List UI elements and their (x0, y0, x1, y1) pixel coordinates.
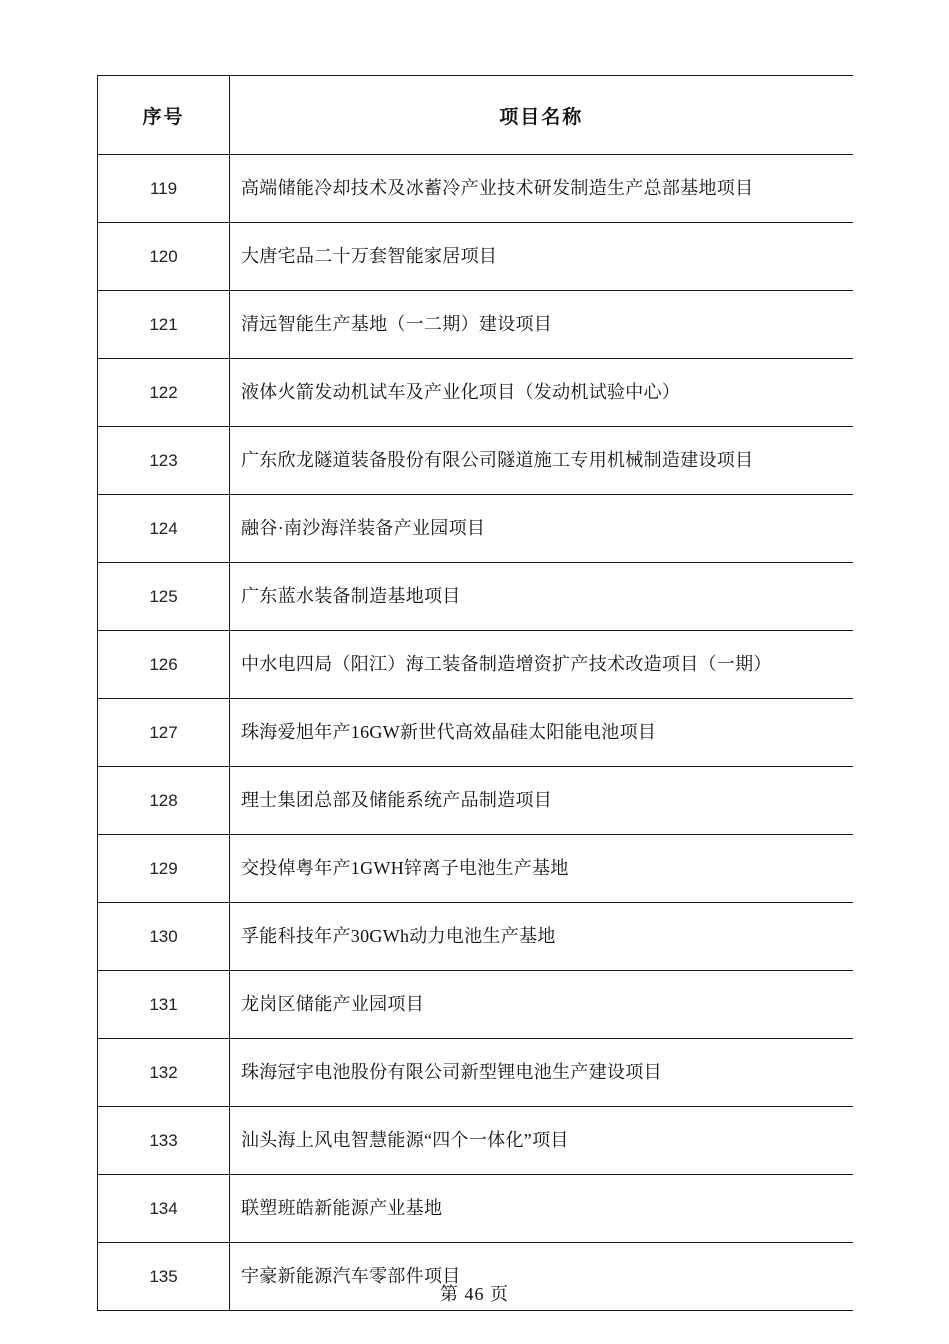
table-body (98, 155, 853, 1311)
table-row (98, 903, 853, 971)
table-row (98, 155, 853, 223)
table-row (98, 699, 853, 767)
cell-project-name (230, 767, 853, 835)
cell-project-name (230, 971, 853, 1039)
row-project-name-value: 广东蓝水装备制造基地项目 (241, 586, 461, 607)
cell-index (98, 359, 230, 427)
cell-index (98, 1175, 230, 1243)
row-index-value: 124 (149, 518, 178, 538)
cell-index (98, 1107, 230, 1175)
row-project-name-value: 龙岗区储能产业园项目 (241, 994, 424, 1015)
cell-index (98, 495, 230, 563)
table-row (98, 291, 853, 359)
row-index-value: 126 (149, 654, 178, 674)
row-project-name-value: 珠海冠宇电池股份有限公司新型锂电池生产建设项目 (241, 1062, 662, 1083)
row-project-name-value: 大唐宅品二十万套智能家居项目 (241, 246, 498, 267)
row-index-value: 135 (149, 1266, 178, 1286)
table-row (98, 223, 853, 291)
row-index-value: 134 (149, 1198, 178, 1218)
table-row (98, 563, 853, 631)
column-header-project-name (230, 76, 853, 155)
table-row (98, 1175, 853, 1243)
row-project-name-value: 清远智能生产基地（一二期）建设项目 (241, 314, 553, 335)
cell-project-name (230, 1107, 853, 1175)
cell-project-name (230, 223, 853, 291)
cell-project-name (230, 1039, 853, 1107)
row-project-name-value: 宇豪新能源汽车零部件项目 (241, 1266, 461, 1287)
table-row (98, 971, 853, 1039)
cell-index (98, 155, 230, 223)
table-row (98, 1107, 853, 1175)
row-index-value: 122 (149, 382, 178, 402)
cell-project-name (230, 835, 853, 903)
cell-index (98, 563, 230, 631)
cell-project-name (230, 699, 853, 767)
row-project-name-value: 汕头海上风电智慧能源“四个一体化”项目 (241, 1130, 569, 1151)
row-project-name-value: 融谷·南沙海洋装备产业园项目 (241, 518, 486, 539)
cell-index (98, 223, 230, 291)
cell-index (98, 903, 230, 971)
column-header-index (98, 76, 230, 155)
row-project-name-value: 联塑班皓新能源产业基地 (241, 1198, 443, 1219)
row-index-value: 131 (149, 994, 178, 1014)
cell-index (98, 699, 230, 767)
page-footer (0, 1280, 949, 1306)
cell-project-name (230, 903, 853, 971)
project-table (97, 75, 853, 1311)
row-index-value: 130 (149, 926, 178, 946)
table-row (98, 359, 853, 427)
cell-project-name (230, 495, 853, 563)
cell-project-name (230, 359, 853, 427)
row-project-name-value: 理士集团总部及储能系统产品制造项目 (241, 790, 553, 811)
row-index-value: 120 (149, 246, 178, 266)
table-row (98, 631, 853, 699)
row-index-value: 129 (149, 858, 178, 878)
cell-project-name (230, 563, 853, 631)
page-number-label: 第 46 页 (440, 1284, 509, 1304)
cell-project-name (230, 427, 853, 495)
row-project-name-value: 孚能科技年产30GWh动力电池生产基地 (241, 926, 556, 947)
row-index-value: 123 (149, 450, 178, 470)
cell-index (98, 631, 230, 699)
row-index-value: 121 (149, 314, 178, 334)
table-row (98, 835, 853, 903)
table-header (98, 76, 853, 155)
row-project-name-value: 液体火箭发动机试车及产业化项目（发动机试验中心） (241, 382, 681, 403)
cell-project-name (230, 155, 853, 223)
row-index-value: 127 (149, 722, 178, 742)
cell-index (98, 1039, 230, 1107)
row-project-name-value: 高端储能冷却技术及冰蓄冷产业技术研发制造生产总部基地项目 (241, 178, 754, 199)
table-header-row (98, 76, 853, 155)
cell-index (98, 291, 230, 359)
row-project-name-value: 广东欣龙隧道装备股份有限公司隧道施工专用机械制造建设项目 (241, 450, 754, 471)
table-row (98, 1039, 853, 1107)
cell-index (98, 427, 230, 495)
table-row (98, 767, 853, 835)
row-project-name-value: 交投倬粤年产1GWH锌离子电池生产基地 (241, 858, 569, 879)
row-project-name-value: 珠海爱旭年产16GW新世代高效晶硅太阳能电池项目 (241, 722, 657, 743)
cell-project-name (230, 1175, 853, 1243)
column-header-index-label: 序号 (142, 106, 185, 128)
cell-index (98, 835, 230, 903)
table-row (98, 427, 853, 495)
table-row (98, 495, 853, 563)
cell-project-name (230, 291, 853, 359)
column-header-project-name-label: 项目名称 (499, 106, 584, 128)
cell-index (98, 971, 230, 1039)
row-index-value: 119 (149, 178, 178, 198)
row-index-value: 125 (149, 586, 178, 606)
row-index-value: 133 (149, 1130, 178, 1150)
row-project-name-value: 中水电四局（阳江）海工装备制造增资扩产技术改造项目（一期） (241, 654, 772, 675)
row-index-value: 128 (149, 790, 178, 810)
row-index-value: 132 (149, 1062, 178, 1082)
cell-project-name (230, 631, 853, 699)
project-table-container (97, 75, 852, 1311)
cell-index (98, 767, 230, 835)
